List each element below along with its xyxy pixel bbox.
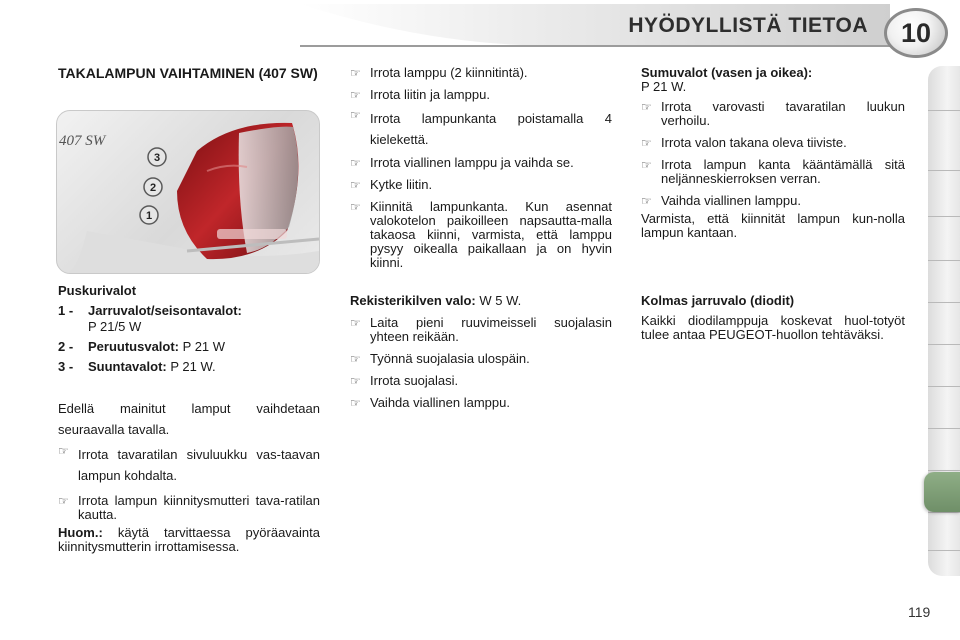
list-item: ☞ Irrota lampunkanta poistamalla 4 kielekettä. [350,108,612,150]
intro-text: Edellä mainitut lamput vaihdetaan seuraavalla tavalla. [58,401,320,437]
column-right [641,66,905,240]
tab-divider [928,260,960,261]
third-brake-light-heading: Kolmas jarruvalo (diodit) [641,293,795,308]
pointing-hand-icon: ☞ [350,88,361,102]
chapter-tab-active[interactable] [924,472,960,512]
chapter-badge: 10 [884,8,948,58]
pointing-hand-icon: ☞ [641,194,652,208]
tab-divider [928,110,960,111]
pointing-hand-icon: ☞ [641,158,652,172]
fog-light-heading: Sumuvalot (vasen ja oikea): [641,65,813,80]
pointing-hand-icon: ☞ [641,100,652,114]
tab-divider [928,428,960,429]
lamp-row-3: 3 - Suuntavalot: P 21 W. [58,359,216,374]
section-title: TAKALAMPUN VAIHTAMINEN (407 SW) [58,65,318,81]
pointing-hand-icon: ☞ [350,108,361,122]
column-right-lower [641,294,905,342]
model-badge: 407 SW [59,133,106,149]
tab-divider [928,470,960,471]
list-item: ☞ Vaihda viallinen lamppu. [641,193,801,208]
list-item: ☞ Työnnä suojalasia ulospäin. [350,351,530,366]
pointing-hand-icon: ☞ [350,374,361,388]
pointing-hand-icon: ☞ [641,136,652,150]
list-item: ☞ Kytke liitin. [350,177,433,192]
pointing-hand-icon: ☞ [350,200,361,214]
svg-text:2: 2 [149,182,157,194]
list-item: ☞ Irrota varovasti tavaratilan luukun verhoilu. [641,99,905,128]
column-middle [350,66,612,278]
list-item: ☞ Irrota lampun kiinnitysmutteri tava-ratilan kautta. [58,493,320,522]
tab-divider [928,550,960,551]
plate-light-heading: Rekisterikilven valo: W 5 W. [350,293,522,308]
pointing-hand-icon: ☞ [58,444,69,458]
list-item: ☞ Irrota valon takana oleva tiiviste. [641,135,847,150]
column-left [58,66,320,91]
lamp-row-1-value: P 21/5 W [88,319,142,334]
pointing-hand-icon: ☞ [58,494,69,508]
pointing-hand-icon: ☞ [350,66,361,80]
list-item: ☞ Irrota tavaratilan sivuluukku vas-taavan lampun kohdalta. [58,444,320,486]
list-item: ☞ Laita pieni ruuvimeisseli suojalasin yhteen reikään. [350,315,612,344]
page-number: 119 [908,604,931,620]
svg-text:1: 1 [145,210,153,222]
callout-2 [144,178,162,196]
note-text: Huom.: käytä tarvittaessa pyöräavainta kiinnitysmutterin irrottamisessa. [58,525,320,554]
fog-light-note: Varmista, että kiinnität lampun kun-nolla lampun kantaan. [641,211,905,240]
callout-1 [140,206,158,224]
list-item: ☞ Irrota suojalasi. [350,373,459,388]
lamp-row-2: 2 - Peruutusvalot: P 21 W [58,339,226,354]
list-item: ☞ Irrota lamppu (2 kiinnitintä). [350,65,528,80]
lamp-row-1: 1 - Jarruvalot/seisontavalot: [58,303,242,318]
pointing-hand-icon: ☞ [350,156,361,170]
header-title: HYÖDYLLISTÄ TIETOA [628,14,868,37]
tab-divider [928,512,960,513]
tab-divider [928,216,960,217]
callout-3 [148,148,166,166]
svg-text:3: 3 [153,152,161,164]
pointing-hand-icon: ☞ [350,316,361,330]
list-item: ☞ Vaihda viallinen lamppu. [350,395,510,410]
tab-divider [928,344,960,345]
tab-divider [928,170,960,171]
column-middle-lower [350,294,612,418]
column-left-body [58,284,320,554]
tab-divider [928,386,960,387]
list-item: ☞ Irrota lampun kanta kääntämällä sitä neljänneskierroksen verran. [641,157,905,186]
list-item: ☞ Irrota viallinen lamppu ja vaihda se. [350,155,574,170]
list-item: ☞ Kiinnitä lampunkanta. Kun asennat valokotelon paikoilleen napsautta-malla takaosa kiinni, varmista, että lamppu pysyy oikealla paikallaan ja on hyvin kiinni. [350,199,612,270]
list-item: ☞ Irrota liitin ja lamppu. [350,87,490,102]
third-brake-light-text: Kaikki diodilamppuja koskevat huol-totyöt tulee antaa PEUGEOT-huollon tehtäväksi. [641,313,905,342]
rear-lamp-image [56,110,320,274]
pointing-hand-icon: ☞ [350,352,361,366]
pointing-hand-icon: ☞ [350,396,361,410]
fog-light-value: P 21 W. [641,79,687,94]
subhead-puskurivalot: Puskurivalot [58,283,137,298]
tab-divider [928,302,960,303]
pointing-hand-icon: ☞ [350,178,361,192]
